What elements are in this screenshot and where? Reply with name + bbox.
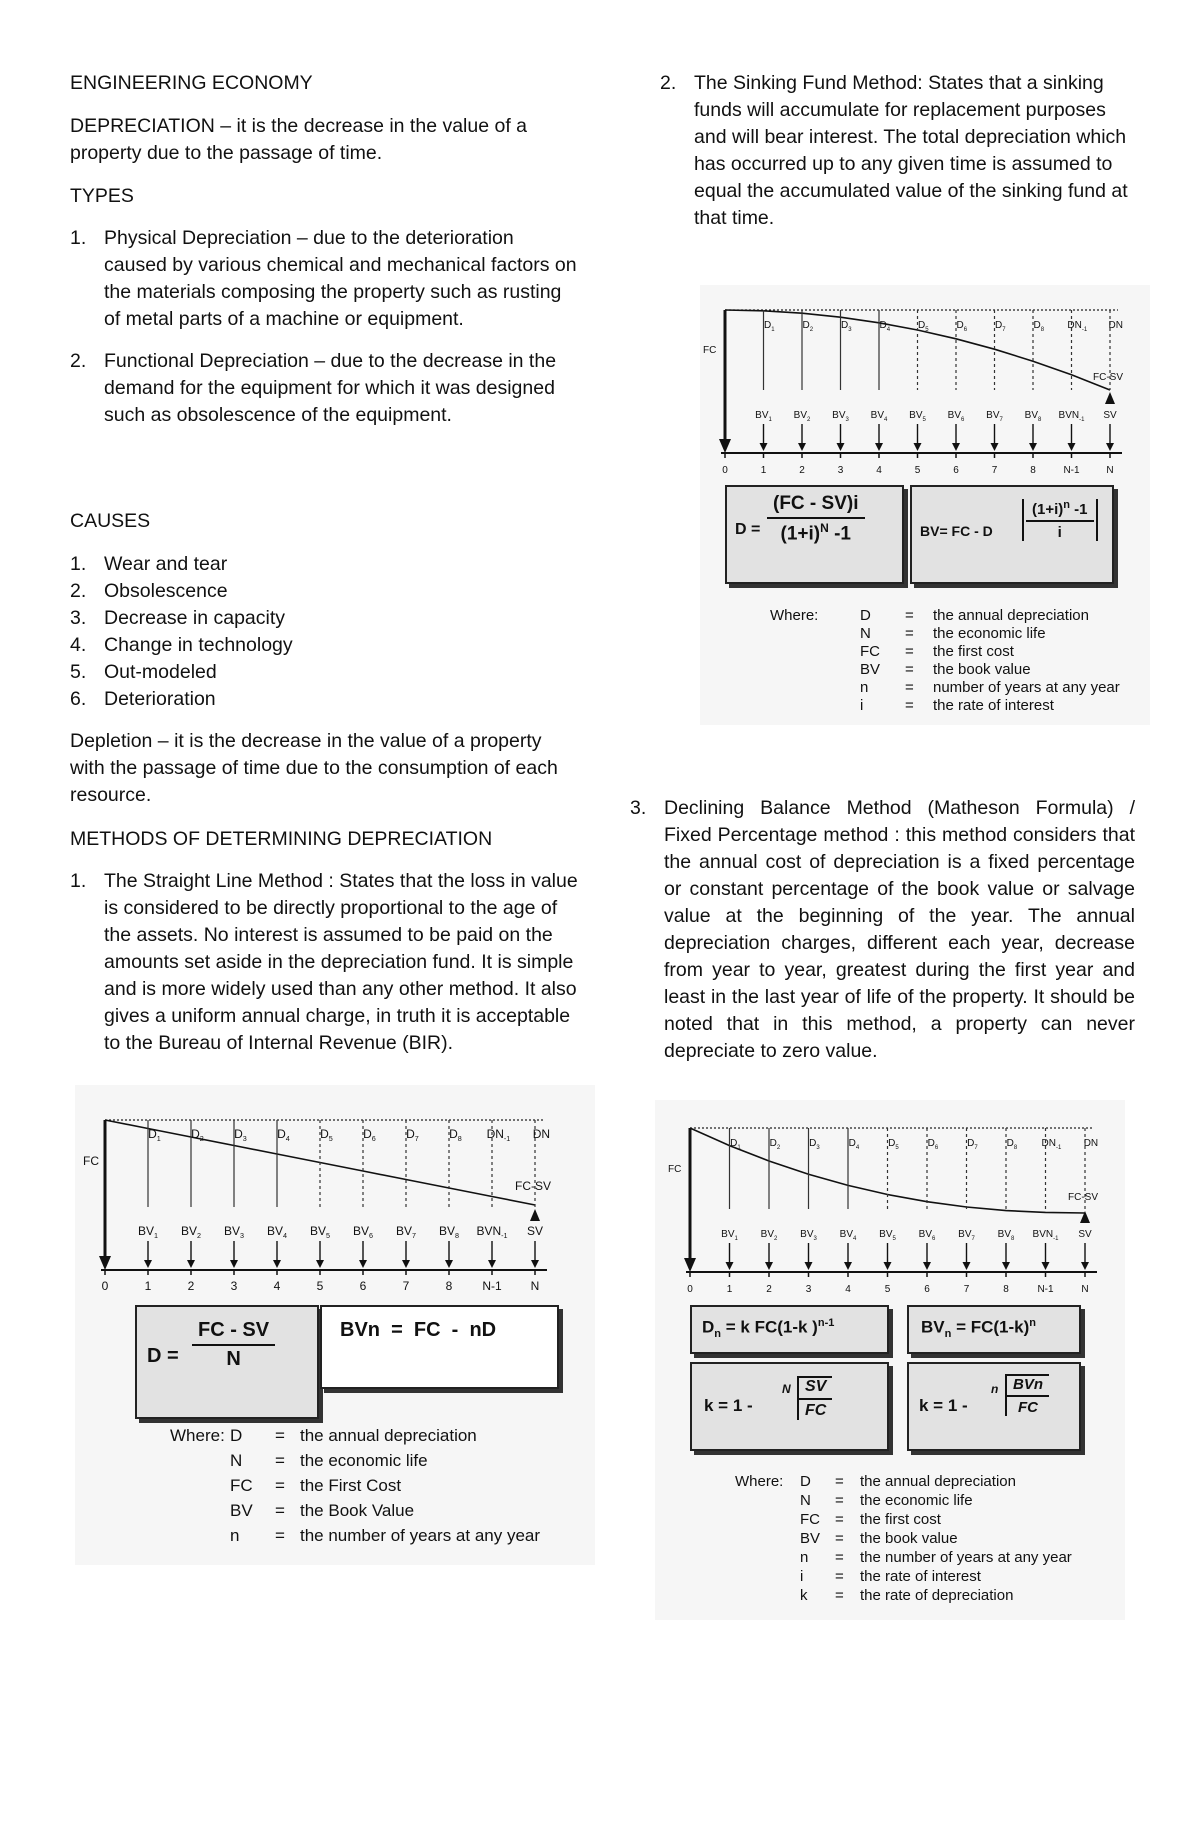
bv-label: $BV_5$ — [909, 410, 926, 423]
bv-arrowhead — [765, 1262, 773, 1270]
bv-label: $BVN_{-1}$ — [1058, 410, 1085, 423]
d-label: $D_8$ — [1033, 320, 1045, 333]
bv-label: $BVN_{-1}$ — [476, 1224, 508, 1240]
where-desc: the annual depreciation — [933, 607, 1089, 624]
where-eq: = — [275, 1426, 285, 1445]
bv-arrowhead — [1029, 443, 1037, 451]
axis-tick-label: N — [1081, 1284, 1089, 1295]
bv-label: $BV_8$ — [997, 1229, 1015, 1242]
d-label: $D_2$ — [802, 320, 814, 333]
methods-heading: METHODS OF DETERMINING DEPRECIATION — [70, 828, 493, 850]
d-label: $D_1$ — [730, 1138, 741, 1151]
axis-tick-label: 0 — [722, 465, 728, 476]
axis-tick-label: 6 — [924, 1284, 930, 1295]
bv-label: $BV_6$ — [947, 410, 965, 423]
sinking-fund-cashflow — [700, 285, 1150, 475]
d-label: $D_2$ — [769, 1138, 781, 1151]
cause-item: 5. Out-modeled — [70, 661, 217, 683]
axis-tick-label: 1 — [760, 465, 767, 476]
bv-label: $BV_7$ — [395, 1224, 417, 1240]
bv-label: $BV_5$ — [879, 1229, 896, 1242]
bv-arrowhead — [1042, 1262, 1050, 1270]
causes-list — [70, 551, 580, 713]
where-desc: the First Cost — [300, 1476, 402, 1495]
where-desc: the economic life — [860, 1492, 973, 1509]
where-eq: = — [835, 1549, 844, 1566]
method-sinking-fund: 2. The Sinking Fund Method: States that a sinking funds will accumulate for replacement purposes and will bear interest. The total depreciation which has occurred up to any given time is assumed to equal the accumulated value of the sinking fund at that time. — [660, 72, 1128, 229]
where-eq: = — [275, 1451, 285, 1470]
where-desc: the number of years at any year — [860, 1549, 1072, 1566]
where-sym: N — [800, 1492, 811, 1509]
bv-arrowhead — [991, 443, 999, 451]
depletion-definition: Depletion – it is the decrease in the value of a property with the passage of time due to the consumption of each resource. — [70, 730, 558, 806]
bv-arrowhead — [531, 1260, 539, 1268]
bv-label: $BV_1$ — [137, 1224, 159, 1240]
fc-arrowhead — [719, 439, 731, 453]
bv-arrowhead — [914, 443, 922, 451]
fc-arrowhead — [99, 1256, 111, 1270]
bv-arrowhead — [273, 1260, 281, 1268]
where-eq: = — [835, 1492, 844, 1509]
types-list — [70, 225, 580, 429]
type-physical: 1. Physical Depreciation – due to the deterioration caused by various chemical and mechanical factors on the materials composing the property such as rusting of metal parts of a machine or equipment. — [70, 227, 577, 330]
sinking-fund-diagram — [700, 285, 1150, 725]
db-formula-k-bv: k = 1 - n BVn FC — [907, 1362, 1081, 1451]
straight-line-diagram — [75, 1085, 595, 1565]
sl-formula-d: D = $\frac{FC - SV}{N}$ — [135, 1305, 319, 1419]
d-label: $D_2$ — [191, 1127, 204, 1143]
bv-arrowhead — [1002, 1262, 1010, 1270]
axis-tick-label: 2 — [766, 1284, 772, 1295]
axis-tick-label: N-1 — [1037, 1284, 1054, 1295]
bv-label: SV — [1103, 410, 1117, 421]
bv-label: $BV_4$ — [266, 1224, 288, 1240]
where-sym: k — [800, 1587, 808, 1604]
sl-formula-bv: BVn = FC - nD — [320, 1305, 559, 1389]
sf-where-legend: Where: D = the annual depreciation N = the economic life FC = the first cost BV = the book value n = number of years at any year i = the rate of interest — [770, 607, 1120, 714]
axis-tick-label: 3 — [805, 1284, 812, 1295]
db-formula-dn: $D_n = k$ FC(1-k )$^{n-1}$ — [690, 1305, 889, 1354]
sf-formula-d: D = $\frac{(FC - SV)i}{(1+i)^N -1}$ — [725, 485, 904, 584]
d-label: $D_6$ — [956, 320, 968, 333]
axis-tick-label: 5 — [884, 1284, 891, 1295]
axis-tick-label: N-1 — [1063, 465, 1080, 476]
d-label: $D_8$ — [449, 1127, 462, 1143]
where-desc: the first cost — [860, 1511, 941, 1528]
where-eq: = — [905, 661, 914, 678]
bv-label: $BV_3$ — [223, 1224, 245, 1240]
d-label: $D_7$ — [994, 320, 1006, 333]
where-sym: BV — [860, 661, 881, 678]
bv-label: $BV_2$ — [793, 410, 811, 423]
axis-tick-label: N — [1106, 465, 1114, 476]
bv-arrowhead — [1068, 443, 1076, 451]
bv-arrowhead — [952, 443, 960, 451]
where-desc: the book value — [860, 1530, 958, 1547]
bv-arrowhead — [1106, 443, 1114, 451]
bv-arrowhead — [316, 1260, 324, 1268]
bv-label: $BV_7$ — [958, 1229, 975, 1242]
d-label: $D_8$ — [1006, 1138, 1018, 1151]
method-straight-line: 1. The Straight Line Method : States that the loss in value is considered to be directly proportional to the age of the assets. No interest is assumed to be paid on the amounts set aside in the depreciation fund. It is simple and is more widely used than any other method. It also gives a uniform annual charge, in truth it is acceptable to the Bureau of Internal Revenue (BIR). — [70, 870, 578, 1054]
d-label: $D_7$ — [967, 1138, 978, 1151]
bv-arrowhead — [923, 1262, 931, 1270]
types-heading: TYPES — [70, 185, 134, 207]
axis-tick-label: N — [530, 1279, 540, 1293]
axis-tick-label: 5 — [914, 465, 921, 476]
where-eq: = — [905, 679, 914, 696]
bv-label: $BV_4$ — [839, 1229, 857, 1242]
fc-sv-label: FC-SV — [1093, 372, 1123, 383]
depreciation-definition: DEPRECIATION – it is the decrease in the value of a property due to the passage of time. — [70, 115, 528, 164]
d-label: $D_5$ — [320, 1127, 333, 1143]
where-sym: FC — [800, 1511, 820, 1528]
where-desc: the annual depreciation — [860, 1473, 1016, 1490]
where-desc: the rate of interest — [860, 1568, 981, 1585]
where-sym: n — [230, 1526, 240, 1545]
bv-arrowhead — [805, 1262, 813, 1270]
d-label: $D_3$ — [840, 320, 852, 333]
axis-tick-label: 8 — [445, 1279, 453, 1293]
bv-arrowhead — [837, 443, 845, 451]
fc-label: FC — [668, 1164, 682, 1175]
bv-label: $BV_7$ — [986, 410, 1003, 423]
where-desc: the first cost — [933, 643, 1014, 660]
where-eq: = — [905, 607, 914, 624]
axis-tick-label: 7 — [963, 1284, 970, 1295]
where-desc: the economic life — [933, 625, 1046, 642]
db-where-legend: Where: D = the annual depreciation N = the economic life FC = the first cost BV = the book value n = the number of years at any year i = the rate of interest k = the rate of depreciation — [735, 1473, 1072, 1604]
bv-arrowhead — [402, 1260, 410, 1268]
fc-label: FC — [83, 1154, 99, 1168]
where-sym: FC — [860, 643, 880, 660]
axis-tick-label: 4 — [845, 1284, 851, 1295]
where-eq: = — [275, 1526, 285, 1545]
axis-tick-label: 3 — [837, 465, 844, 476]
axis-tick-label: 8 — [1003, 1284, 1009, 1295]
bv-label: $BV_1$ — [721, 1229, 738, 1242]
fc-sv-label: FC-SV — [1068, 1192, 1098, 1203]
where-sym: FC — [230, 1476, 253, 1495]
where-eq: = — [905, 643, 914, 660]
fc-arrowhead — [684, 1258, 696, 1272]
d-label: $D_1$ — [148, 1127, 161, 1143]
d-label: $DN_{-1}$ — [1041, 1138, 1062, 1151]
where-eq: = — [275, 1476, 285, 1495]
d-label: $D_3$ — [809, 1138, 820, 1151]
where-desc: number of years at any year — [933, 679, 1120, 696]
axis-tick-label: 4 — [273, 1279, 281, 1293]
where-sym: i — [860, 697, 864, 714]
axis-tick-label: 3 — [230, 1279, 238, 1293]
d-label: $D_6$ — [927, 1138, 939, 1151]
axis-tick-label: 8 — [1030, 465, 1036, 476]
bv-label: $BV_2$ — [180, 1224, 202, 1240]
axis-tick-label: 0 — [687, 1284, 693, 1295]
db-formula-bvn: $BV_n = FC(1-k)^n$ — [907, 1305, 1081, 1354]
bv-arrowhead — [884, 1262, 892, 1270]
where-sym: D — [860, 607, 871, 624]
where-eq: = — [835, 1511, 844, 1528]
where-sym: D — [800, 1473, 811, 1490]
d-label: $D_5$ — [917, 320, 929, 333]
bv-arrowhead — [1081, 1262, 1089, 1270]
where-eq: = — [835, 1587, 844, 1604]
bv-label: $BV_8$ — [438, 1224, 460, 1240]
where-sym: i — [800, 1568, 804, 1585]
db-formula-k-sv: k = 1 - N $\frac{SV}{FC}$ — [690, 1362, 889, 1451]
method-declining-balance: 3. Declining Balance Method (Matheson Formula) / Fixed Percentage method : this method considers that the annual cost of depreciation is a fixed percentage or constant percentage of the book value or salvage value at the beginning of the year. The annual depreciation charges, different each year, decrease from year to year, greatest during the first year and least in the last year of life of the property. It should be noted that in this method, a property can never depreciate to zero value. — [630, 797, 1135, 1062]
bv-arrowhead — [844, 1262, 852, 1270]
document-title: ENGINEERING ECONOMY — [70, 72, 313, 94]
fc-sv-label: FC-SV — [515, 1179, 551, 1193]
where-eq: = — [905, 625, 914, 642]
d-label: DN — [1083, 1138, 1099, 1149]
d-label: $D_4$ — [879, 320, 891, 333]
bv-arrowhead — [760, 443, 768, 451]
cause-item: 1. Wear and tear — [70, 553, 228, 575]
where-sym: D — [230, 1426, 243, 1445]
axis-tick-label: 2 — [799, 465, 805, 476]
axis-tick-label: 7 — [991, 465, 998, 476]
sl-where-legend: Where: D = the annual depreciation N = the economic life FC = the First Cost BV = the Book Value n = the number of years at any year — [170, 1423, 590, 1553]
bv-arrowhead — [875, 443, 883, 451]
d-label: $D_5$ — [888, 1138, 899, 1151]
where-sym: N — [860, 625, 871, 642]
sv-arrowhead — [1105, 392, 1115, 404]
axis-tick-label: 6 — [359, 1279, 367, 1293]
bv-label: $BV_6$ — [918, 1229, 936, 1242]
bv-arrowhead — [963, 1262, 971, 1270]
d-label: DN — [532, 1127, 551, 1141]
bv-label: $BV_8$ — [1024, 410, 1042, 423]
bv-arrowhead — [445, 1260, 453, 1268]
d-label: $D_1$ — [763, 320, 775, 333]
d-label: $D_6$ — [363, 1127, 376, 1143]
d-label: $DN_{-1}$ — [1067, 320, 1088, 333]
d-label: $D_4$ — [848, 1138, 860, 1151]
axis-tick-label: 7 — [402, 1279, 410, 1293]
cause-item: 4. Change in technology — [70, 634, 293, 656]
d-label: $D_7$ — [406, 1127, 419, 1143]
where-eq: = — [905, 697, 914, 714]
bv-arrowhead — [230, 1260, 238, 1268]
bv-label: $BV_3$ — [800, 1229, 817, 1242]
bv-label: $BV_1$ — [755, 410, 772, 423]
bv-arrowhead — [187, 1260, 195, 1268]
declining-balance-diagram — [655, 1100, 1125, 1620]
where-desc: the annual depreciation — [300, 1426, 477, 1445]
axis-tick-label: 1 — [726, 1284, 733, 1295]
bv-label: SV — [1078, 1229, 1092, 1240]
bv-label: $BV_5$ — [309, 1224, 331, 1240]
where-desc: the Book Value — [300, 1501, 415, 1520]
axis-tick-label: N-1 — [482, 1279, 502, 1293]
where-eq: = — [835, 1530, 844, 1547]
where-eq: = — [835, 1568, 844, 1585]
bv-arrowhead — [359, 1260, 367, 1268]
where-sym: n — [800, 1549, 809, 1566]
axis-tick-label: 1 — [144, 1279, 152, 1293]
bv-label: SV — [526, 1224, 544, 1238]
where-desc: the economic life — [300, 1451, 428, 1470]
d-label: $DN_{-1}$ — [486, 1127, 511, 1143]
cause-item: 2. Obsolescence — [70, 580, 228, 602]
where-sym: n — [860, 679, 869, 696]
cause-item: 3. Decrease in capacity — [70, 607, 286, 629]
where-eq: = — [275, 1501, 285, 1520]
where-desc: the rate of interest — [933, 697, 1054, 714]
where-desc: the number of years at any year — [300, 1526, 541, 1545]
where-sym: BV — [230, 1501, 253, 1520]
axis-tick-label: 6 — [953, 465, 959, 476]
bv-label: $BV_3$ — [832, 410, 849, 423]
sf-formula-bv: BV= FC - D $\frac{(1+i)^n -1}{i}$ — [910, 485, 1114, 584]
straight-line-cashflow — [75, 1085, 595, 1293]
bv-arrowhead — [726, 1262, 734, 1270]
d-label: $D_4$ — [277, 1127, 290, 1143]
axis-tick-label: 0 — [101, 1279, 109, 1293]
bv-label: $BV_6$ — [352, 1224, 374, 1240]
bv-arrowhead — [488, 1260, 496, 1268]
axis-tick-label: 2 — [187, 1279, 195, 1293]
causes-heading: CAUSES — [70, 510, 151, 532]
sv-arrowhead — [530, 1209, 540, 1221]
cause-item: 6. Deterioration — [70, 688, 216, 710]
axis-tick-label: 5 — [316, 1279, 324, 1293]
bv-label: $BV_4$ — [870, 410, 888, 423]
fc-label: FC — [703, 345, 717, 356]
where-desc: the rate of depreciation — [860, 1587, 1014, 1604]
bv-arrowhead — [144, 1260, 152, 1268]
bv-arrowhead — [798, 443, 806, 451]
bv-label: $BVN_{-1}$ — [1032, 1229, 1059, 1242]
bv-label: $BV_2$ — [760, 1229, 778, 1242]
axis-tick-label: 4 — [876, 465, 882, 476]
where-sym: BV — [800, 1530, 821, 1547]
type-functional: 2. Functional Depreciation – due to the decrease in the demand for the equipment for which it was designed such as obsolescence of the equipment. — [70, 350, 557, 426]
d-label: DN — [1108, 320, 1124, 331]
where-sym: N — [230, 1451, 243, 1470]
where-eq: = — [835, 1473, 844, 1490]
declining-balance-cashflow — [655, 1100, 1125, 1295]
where-desc: the book value — [933, 661, 1031, 678]
d-label: $D_3$ — [234, 1127, 247, 1143]
